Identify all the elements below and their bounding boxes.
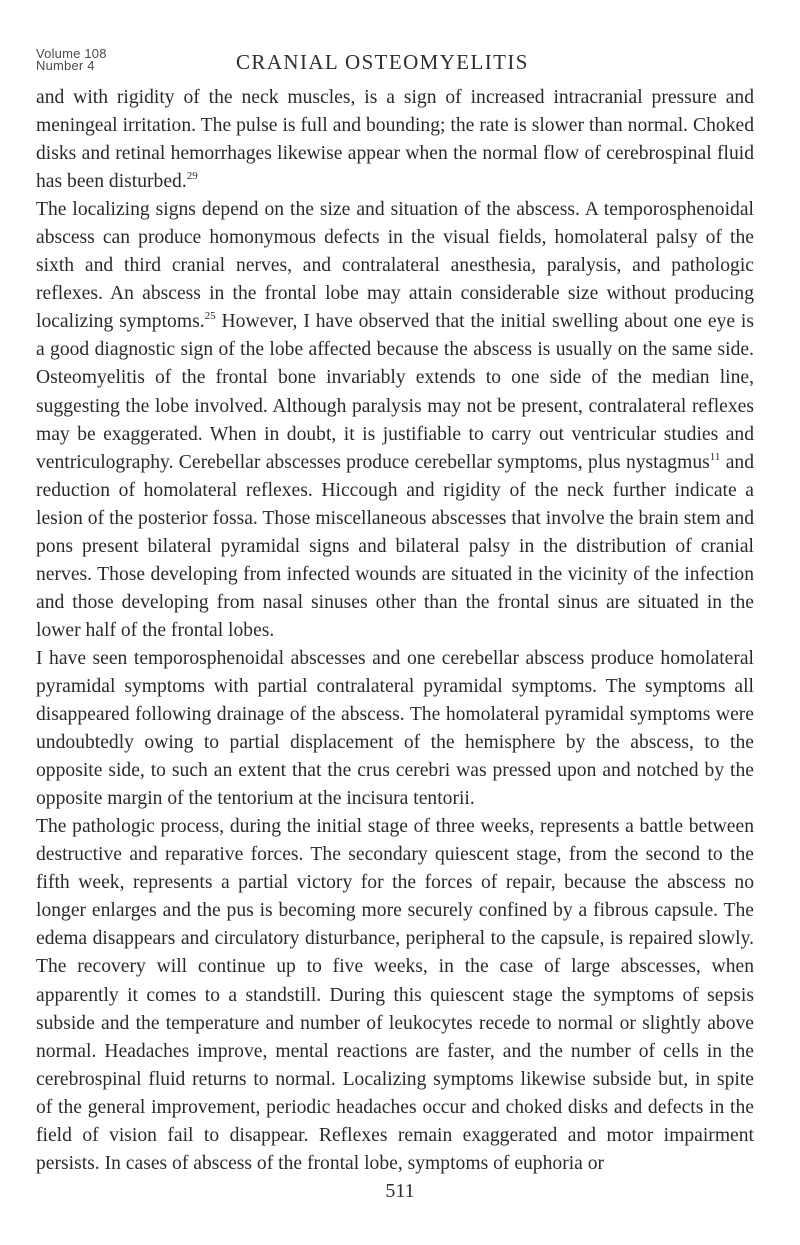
reference-superscript: 25 — [204, 310, 216, 323]
reference-superscript: 11 — [709, 450, 721, 463]
paragraph-text: and reduction of homolateral reflexes. Hiccough and rigidity of the neck further indicate a lesion of the posterior fossa. Those miscellaneous abscesses that involve the brain stem and pons present bilateral pyramidal signs and bilateral palsy in the distribution of cranial nerves. Those developing from infected wounds are situated in the vicinity of the infection and those developing from nasal sinuses other than the frontal sinus are situated in the lower half of the frontal lobes. — [36, 451, 754, 641]
paragraph-text: However, I have observed that the initial swelling about one eye is a good diagnostic sign of the lobe affected because the abscess is usually on the same side. Osteomyelitis of the frontal bone invariably extends to one side of the median line, suggesting the lobe involved. Although paralysis may not be present, contralateral reflexes may be exaggerated. When in doubt, it is justifiable to carry out ventricular studies and ventriculography. Cerebellar abscesses produce cerebellar symptoms, plus nystagmus — [36, 311, 754, 473]
paragraph-text: and with rigidity of the neck muscles, is a sign of increased intracranial pressure and meningeal irritation. The pulse is full and bounding; the rate is slower than normal. Choked disks and retinal hemorrhages likewise appear when the normal flow of cerebrospinal fluid has been disturbed. — [36, 87, 754, 193]
paragraph-text: I have seen temporosphenoidal abscesses and one cerebellar abscess produce homolateral pyramidal symptoms with partial contralateral pyramidal symptoms. The symptoms all disappeared following drainage of the abscess. The homolateral pyramidal symptoms were undoubtedly owing to partial displacement of the hemisphere by the abscess, to the opposite side, to such an extent that the crus cerebri was pressed upon and notched by the opposite margin of the tentorium at the incisura tentorii. — [36, 647, 754, 810]
paragraph — [36, 645, 754, 813]
volume-line: Volume 108 — [36, 46, 107, 61]
running-title: CRANIAL OSTEOMYELITIS — [236, 50, 529, 74]
article-body — [36, 84, 754, 1178]
running-head — [36, 48, 764, 88]
paragraph-text: The pathologic process, during the initial stage of three weeks, represents a battle between destructive and reparative forces. The secondary quiescent stage, from the second to the fifth week, represents a partial victory for the forces of repair, because the abscess no longer enlarges and the pus is becoming more securely confined by a fibrous capsule. The edema disappears and circulatory disturbance, peripheral to the capsule, is repaired slowly. The recovery will continue up to five weeks, in the case of large abscesses, when apparently it comes to a standstill. During this quiescent stage the symptoms of sepsis subside and the temperature and number of leukocytes recede to normal or slightly above normal. Headaches improve, mental reactions are faster, and the number of cells in the cerebrospinal fluid returns to normal. Localizing symptoms likewise subside but, in spite of the general improvement, periodic headaches occur and choked disks and defects in the field of vision fail to disappear. Reflexes remain exaggerated and motor impairment persists. In cases of abscess of the frontal lobe, symptoms of euphoria or — [36, 816, 754, 1174]
paragraph — [36, 84, 754, 196]
paragraph-text: The localizing signs depend on the size and situation of the abscess. A temporosphenoidal abscess can produce homonymous defects in the visual fields, homolateral palsy of the sixth and third cranial nerves, and contralateral anesthesia, paralysis, and pathologic reflexes. An abscess in the frontal lobe may attain considerable size without producing localizing symptoms. — [36, 199, 754, 333]
paragraph — [36, 813, 754, 1178]
paragraph — [36, 196, 754, 645]
page-number: 511 — [385, 1180, 415, 1202]
volume-issue-label — [36, 48, 107, 72]
reference-superscript: 29 — [186, 170, 198, 183]
number-line: Number 4 — [36, 58, 95, 73]
